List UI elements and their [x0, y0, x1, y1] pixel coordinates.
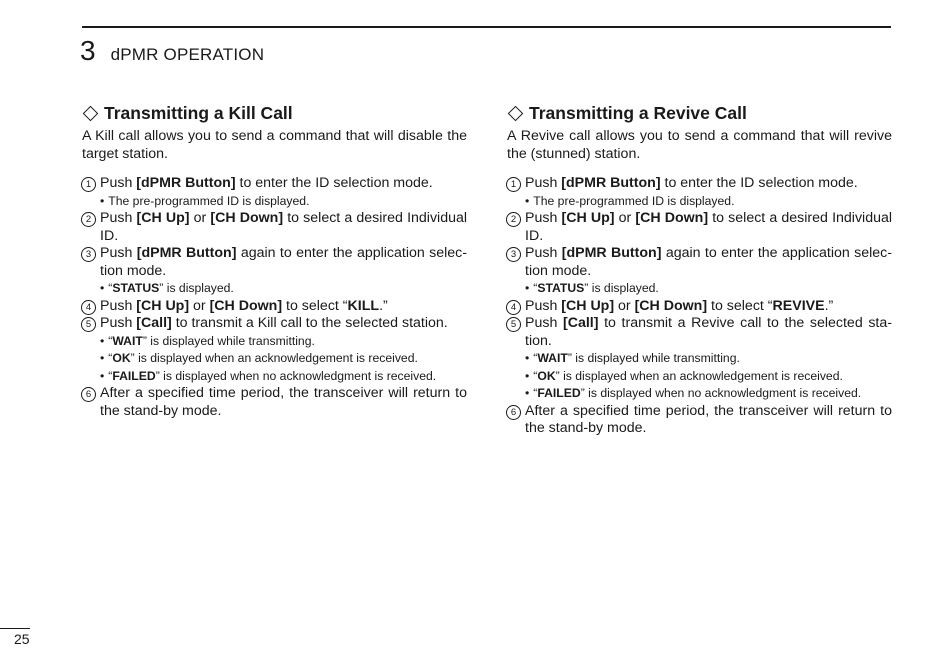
step-note: [507, 385, 892, 403]
note-text: is displayed when an acknowledgement is received.: [134, 351, 418, 365]
step-item: [507, 298, 892, 316]
display-text: WAIT: [537, 351, 568, 365]
note-text: “: [108, 351, 113, 365]
note-text: is displayed.: [588, 281, 659, 295]
step-text: Push: [525, 315, 563, 331]
note-text: “: [533, 351, 538, 365]
step-number-icon: 4: [81, 300, 96, 315]
header-rule: [82, 26, 891, 28]
section-heading: [507, 102, 892, 124]
step-note: [82, 333, 467, 351]
section-title: Transmitting a Kill Call: [104, 102, 293, 123]
step-number-icon: 6: [506, 405, 521, 420]
step-note: [507, 368, 892, 386]
note-text: is displayed when no acknowledgment is received.: [159, 368, 437, 383]
display-text: WAIT: [112, 333, 143, 348]
step-item: [507, 403, 892, 438]
note-text: “: [108, 333, 113, 348]
step-text: Push: [525, 297, 562, 314]
step-text: or: [189, 210, 211, 226]
step-text: .”: [824, 297, 834, 314]
step-number-icon: 3: [81, 247, 96, 262]
diamond-icon: [83, 105, 99, 121]
note-text: ”: [584, 281, 589, 295]
step-list: [507, 175, 892, 438]
step-text: Push: [525, 245, 562, 261]
step-item: [82, 210, 467, 245]
step-item: [82, 245, 467, 280]
bullet-icon: •: [100, 368, 105, 383]
bullet-icon: •: [100, 351, 105, 365]
key-label: [dPMR Button]: [136, 245, 237, 261]
note-text: is displayed while transmitting.: [146, 333, 315, 348]
step-text: or: [614, 297, 635, 314]
step-note: [507, 193, 892, 211]
note-text: is displayed.: [163, 281, 234, 295]
step-number-icon: 3: [506, 247, 521, 262]
note-text: ”: [130, 351, 135, 365]
bullet-icon: •: [100, 333, 105, 348]
key-label: [CH Down]: [635, 210, 709, 226]
display-text: STATUS: [537, 281, 585, 295]
step-item: [82, 385, 467, 420]
step-text: to select a desired Individual ID.: [100, 210, 468, 244]
display-text: FAILED: [537, 386, 581, 400]
note-text: ”: [555, 368, 560, 383]
step-number-icon: 1: [506, 177, 521, 192]
bullet-icon: •: [100, 281, 105, 295]
bullet-icon: •: [525, 386, 530, 400]
step-item: [507, 245, 892, 280]
note-text: The pre-programmed ID is displayed.: [533, 193, 735, 208]
key-label: [dPMR Button]: [561, 245, 662, 261]
section-title: Transmitting a Revive Call: [529, 102, 747, 123]
section-revive-call: [507, 102, 892, 438]
note-text: ”: [159, 281, 164, 295]
step-note: [82, 193, 467, 211]
key-label: [dPMR Button]: [561, 175, 661, 191]
step-text: to select “: [707, 297, 773, 314]
step-number-icon: 2: [81, 212, 96, 227]
step-item: [507, 210, 892, 245]
step-note: [82, 368, 467, 386]
page-number: 25: [14, 631, 30, 647]
step-text: again to enter the application selec-tion mode.: [525, 245, 892, 279]
step-text: Push: [525, 175, 562, 191]
bullet-icon: •: [525, 351, 530, 365]
diamond-icon: [508, 105, 524, 121]
step-text: to transmit a Kill call to the selected station.: [171, 315, 448, 331]
chapter-number: 3: [80, 35, 96, 66]
chapter-title: dPMR OPERATION: [110, 45, 265, 64]
display-text: STATUS: [112, 281, 160, 295]
step-number-icon: 5: [506, 317, 521, 332]
note-text: “: [533, 386, 538, 400]
step-text: or: [614, 210, 636, 226]
key-label: [CH Down]: [634, 297, 708, 314]
note-text: “: [108, 281, 113, 295]
step-item: [82, 175, 467, 193]
note-text: ”: [155, 368, 160, 383]
step-number-icon: 6: [81, 387, 96, 402]
note-text: ”: [567, 351, 572, 365]
key-label: [Call]: [562, 315, 599, 331]
step-item: [507, 315, 892, 350]
note-text: “: [533, 368, 538, 383]
footer-rule: [0, 628, 30, 629]
section-kill-call: [82, 102, 467, 420]
note-text: “: [108, 368, 113, 383]
step-note: [82, 350, 467, 368]
display-text: FAILED: [112, 368, 156, 383]
key-label: [CH Up]: [136, 210, 190, 226]
step-text: After a specified time period, the transceiver will return to the stand-by mode.: [100, 385, 467, 419]
key-label: REVIVE: [772, 297, 825, 314]
note-text: “: [533, 281, 538, 295]
step-text: .”: [379, 297, 388, 314]
step-text: to select “: [282, 297, 348, 314]
step-text: After a specified time period, the transceiver will return to the stand-by mode.: [525, 402, 892, 436]
note-text: is displayed when an acknowledgement is received.: [559, 368, 843, 383]
key-label: [Call]: [136, 315, 172, 331]
key-label: [CH Up]: [561, 210, 615, 226]
display-text: OK: [112, 351, 131, 365]
step-number-icon: 1: [81, 177, 96, 192]
bullet-icon: •: [525, 368, 530, 383]
step-text: Push: [100, 315, 137, 331]
step-number-icon: 5: [81, 317, 96, 332]
step-text: Push: [100, 245, 137, 261]
step-text: to enter the ID selection mode.: [235, 175, 433, 191]
note-text: ”: [580, 386, 585, 400]
step-text: Push: [100, 175, 137, 191]
step-text: Push: [100, 297, 137, 314]
section-intro: A Kill call allows you to send a command that will disable the target station.: [82, 128, 467, 162]
step-text: Push: [525, 210, 562, 226]
step-list: [82, 175, 467, 420]
step-item: [507, 175, 892, 193]
note-text: is displayed when no acknowledgment is received.: [584, 386, 862, 400]
step-text: Push: [100, 210, 137, 226]
note-text: ”: [142, 333, 147, 348]
step-note: [82, 280, 467, 298]
step-item: [82, 298, 467, 316]
bullet-icon: •: [100, 193, 105, 208]
step-note: [507, 350, 892, 368]
step-text: to select a desired Individual ID.: [525, 210, 893, 244]
step-text: or: [189, 297, 210, 314]
key-label: [dPMR Button]: [136, 175, 236, 191]
step-text: to transmit a Revive call to the selected sta-tion.: [525, 315, 892, 349]
chapter-header: [80, 34, 264, 68]
note-text: The pre-programmed ID is displayed.: [108, 193, 310, 208]
step-number-icon: 4: [506, 300, 521, 315]
step-note: [507, 280, 892, 298]
key-label: KILL: [347, 297, 380, 314]
key-label: [CH Up]: [136, 297, 190, 314]
key-label: [CH Down]: [210, 210, 284, 226]
bullet-icon: •: [525, 193, 530, 208]
step-number-icon: 2: [506, 212, 521, 227]
key-label: [CH Up]: [561, 297, 615, 314]
section-heading: [82, 102, 467, 124]
display-text: OK: [537, 368, 556, 383]
step-text: to enter the ID selection mode.: [660, 175, 858, 191]
note-text: is displayed while transmitting.: [571, 351, 740, 365]
key-label: [CH Down]: [209, 297, 283, 314]
bullet-icon: •: [525, 281, 530, 295]
step-item: [82, 315, 467, 333]
step-text: again to enter the application selec-tion mode.: [100, 245, 467, 279]
section-intro: A Revive call allows you to send a command that will revive the (stunned) station.: [507, 128, 892, 162]
